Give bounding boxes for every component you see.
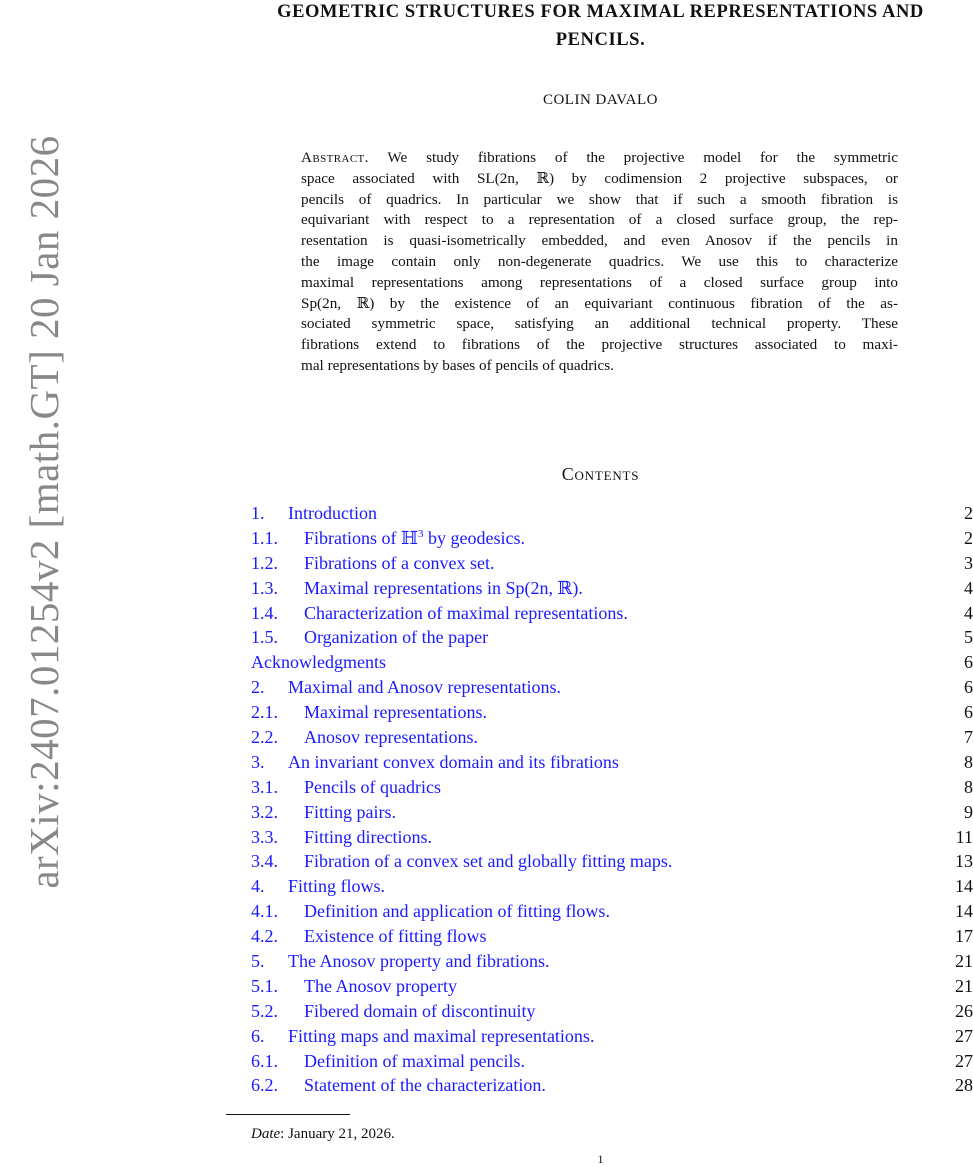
toc-entry-number[interactable]: 2.1. [251,702,278,723]
toc-entry-number[interactable]: 6.2. [251,1075,278,1096]
abstract-line: space associated with SL(2n, ℝ) by codimension 2 projective subspaces, or [301,169,898,187]
toc-entry-number[interactable]: 6.1. [251,1050,278,1071]
toc-entry[interactable] [251,999,973,1024]
toc-entry[interactable] [251,775,973,800]
toc-entry[interactable] [251,924,973,949]
abstract-line: Abstract. We study fibrations of the projective model for the symmetric [301,149,898,166]
toc-entry-number[interactable]: 4.2. [251,926,278,947]
toc-entry-page: 6 [964,677,973,698]
toc-entry[interactable] [251,576,973,601]
toc-entry-number[interactable]: 1.2. [251,552,278,573]
abstract-line: equivariant with respect to a representation of a closed surface group, the rep- [301,211,898,229]
toc-entry[interactable] [251,551,973,576]
toc-entry[interactable] [251,625,973,650]
toc-entry-link[interactable]: Anosov representations. [304,727,478,748]
table-of-contents [251,501,973,1098]
abstract-line: fibrations extend to fibrations of the projective structures associated to maxi- [301,336,898,354]
toc-entry-superscript: 3 [418,527,424,540]
paper-title-line-1: GEOMETRIC STRUCTURES FOR MAXIMAL REPRESENTATIONS AND [277,2,924,22]
toc-entry-link[interactable]: The Anosov property [304,975,457,996]
toc-entry[interactable] [251,974,973,999]
toc-entry[interactable] [251,825,973,850]
toc-entry-number[interactable]: 2. [251,677,265,698]
toc-entry[interactable] [251,1073,973,1098]
abstract-label: Abstract. [301,149,369,166]
toc-entry-page: 5 [964,627,973,648]
toc-entry-link[interactable]: Fitting directions. [304,826,432,847]
toc-entry-number[interactable]: 2.2. [251,727,278,748]
toc-entry-page: 7 [964,727,973,748]
toc-entry-link[interactable]: Fitting maps and maximal representations. [288,1025,595,1046]
toc-entry-page: 4 [964,602,973,623]
toc-entry-link[interactable]: Existence of fitting flows [304,926,487,947]
toc-entry[interactable] [251,601,973,626]
paper-title [228,0,973,54]
toc-entry-link[interactable]: Maximal representations in Sp(2n, ℝ). [304,577,583,598]
toc-entry[interactable] [251,1049,973,1074]
toc-entry-number[interactable]: 1.5. [251,627,278,648]
toc-entry-number[interactable]: 3.1. [251,776,278,797]
toc-entry-number[interactable]: 1. [251,503,265,523]
toc-entry-page: 26 [955,1000,973,1021]
toc-entry[interactable] [251,800,973,825]
toc-entry[interactable] [251,675,973,700]
toc-entry-number[interactable]: 5. [251,951,265,972]
toc-entry[interactable] [251,700,973,725]
toc-entry-link[interactable]: Fitting pairs. [304,801,397,822]
toc-entry-page: 14 [955,876,973,897]
toc-entry-number[interactable]: 3. [251,751,265,772]
toc-entry-link[interactable]: Fibrations of ℍ$^3$ by geodesics. [304,527,525,548]
toc-entry-number[interactable]: 1.1. [251,527,278,548]
toc-entry-link[interactable]: Organization of the paper [304,627,489,648]
abstract-line: pencils of quadrics. In particular we show that if such a smooth fibration is [301,190,898,208]
toc-entry-number[interactable]: 3.2. [251,801,278,822]
toc-entry[interactable] [251,849,973,874]
toc-entry-page: 21 [955,951,973,972]
toc-entry-page: 13 [955,851,973,872]
toc-entry-number[interactable]: 3.4. [251,851,278,872]
toc-entry-page: 8 [964,751,973,772]
page-number: 1 [597,1152,604,1166]
footnote-date-label: Date [251,1126,281,1142]
toc-entry-link[interactable]: An invariant convex domain and its fibrations [288,751,619,772]
toc-entry-page: 9 [964,801,973,822]
toc-entry-number[interactable]: 4. [251,876,265,897]
toc-entry-link[interactable]: Acknowledgments [251,652,386,673]
footnote-rule [226,1114,350,1115]
toc-entry-link[interactable]: Fitting flows. [288,876,386,897]
toc-entry-number[interactable]: 1.3. [251,577,278,598]
toc-entry[interactable] [251,899,973,924]
toc-entry-page: 11 [955,826,973,847]
toc-entry-page: 8 [964,776,973,797]
toc-entry-link[interactable]: Maximal representations. [304,702,487,723]
abstract-line: mal representations by bases of pencils of quadrics. [301,356,614,374]
abstract-line: resentation is quasi-isometrically embedded, and even Anosov if the pencils in [301,232,898,250]
toc-entry-number[interactable]: 6. [251,1025,265,1046]
toc-entry-page: 2 [964,503,973,523]
toc-entry-link[interactable]: Definition of maximal pencils. [304,1050,525,1071]
footnote-date [251,1126,395,1143]
toc-entry-page: 2 [964,527,973,548]
toc-entry-link[interactable]: Characterization of maximal representations. [304,602,628,623]
toc-entry-link[interactable]: Fibrations of a convex set. [304,552,495,573]
toc-entry-number[interactable]: 1.4. [251,602,278,623]
toc-entry[interactable] [251,526,973,551]
abstract-line: the image contain only non-degenerate quadrics. We use this to characterize [301,252,898,270]
toc-entry-link[interactable]: Introduction [288,503,377,523]
author-name: COLIN DAVALO [542,92,659,108]
toc-entry-page: 28 [955,1075,973,1096]
arxiv-stamp: arXiv:2407.01254v2 [math.GT] 20 Jan 2026 [21,135,67,889]
toc-entry-link[interactable]: Statement of the characterization. [304,1075,546,1096]
toc-entry[interactable] [251,949,973,974]
toc-entry[interactable] [251,750,973,775]
toc-entry[interactable] [251,874,973,899]
toc-entry-link[interactable]: Definition and application of fitting flows. [304,901,610,922]
toc-entry-link[interactable]: The Anosov property and fibrations. [288,951,550,972]
abstract-line: sociated symmetric space, satisfying an additional technical property. These [301,315,898,333]
toc-entry-page: 21 [955,975,973,996]
abstract-line: maximal representations among representations of a closed surface group into [301,273,898,291]
toc-entry[interactable] [251,650,973,675]
toc-entry-link[interactable]: Maximal and Anosov representations. [288,677,561,698]
abstract [301,148,898,377]
toc-entry-link[interactable]: Fibration of a convex set and globally fitting maps. [304,851,673,872]
toc-entry-page: 6 [964,702,973,723]
toc-entry-number[interactable]: 5.1. [251,975,278,996]
toc-entry-page: 4 [964,577,973,598]
contents-heading: Contents [561,464,640,484]
toc-entry-number[interactable]: 5.2. [251,1000,278,1021]
toc-entry-page: 27 [955,1025,973,1046]
toc-entry[interactable] [251,1024,973,1049]
toc-entry-link[interactable]: Fibered domain of discontinuity [304,1000,536,1021]
toc-entry-page: 6 [964,652,973,673]
toc-entry[interactable] [251,501,973,526]
toc-entry-page: 27 [955,1050,973,1071]
abstract-line: Sp(2n, ℝ) by the existence of an equivariant continuous fibration of the as- [301,294,898,312]
toc-entry-page: 17 [955,926,973,947]
footnote-date-text: : January 21, 2026. [280,1126,395,1142]
toc-entry-number[interactable]: 4.1. [251,901,278,922]
paper-title-line-2: PENCILS. [555,30,646,50]
toc-entry-number[interactable]: 3.3. [251,826,278,847]
toc-entry-page: 14 [955,901,973,922]
toc-entry-page: 3 [964,552,973,573]
toc-entry[interactable] [251,725,973,750]
toc-entry-link[interactable]: Pencils of quadrics [304,776,441,797]
